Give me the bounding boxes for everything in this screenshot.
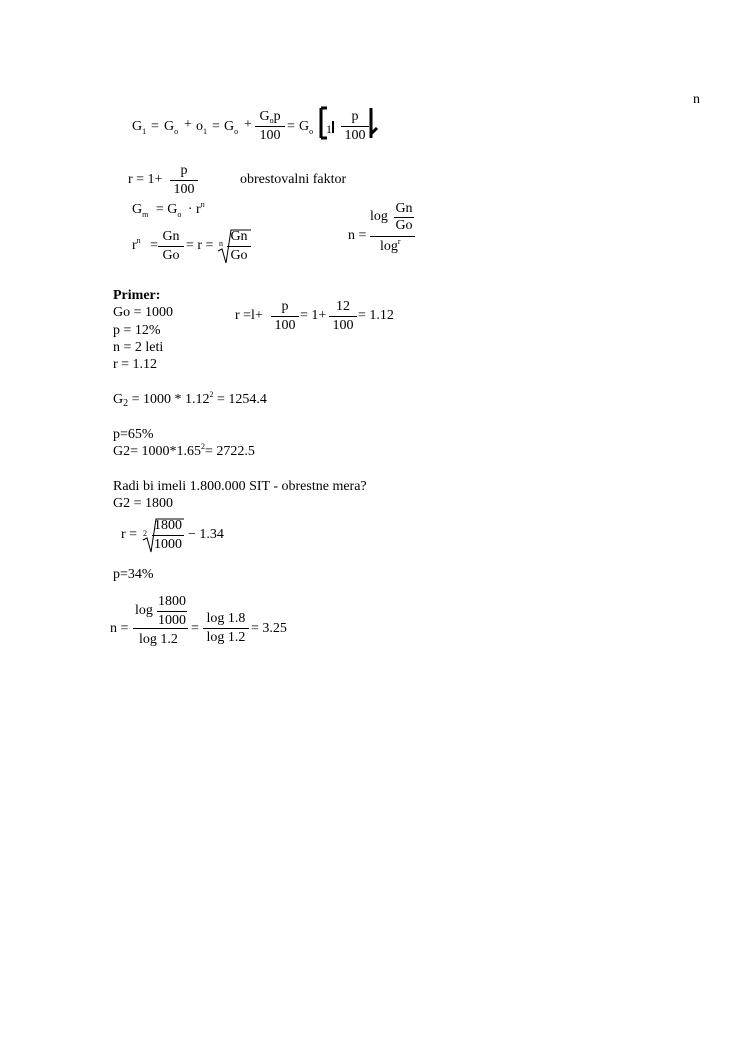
- primer-r-formula-mid: = 1+: [300, 308, 327, 323]
- go-symbol-3: G: [299, 119, 310, 134]
- o1-symbol: o: [196, 119, 203, 134]
- gop-fraction: $G_op$ 100: [255, 110, 285, 143]
- inner-bracket-glyph: [332, 120, 338, 134]
- root-index-n: n: [219, 239, 223, 248]
- primer-heading: Primer:: [113, 288, 161, 303]
- g2-65-calc: $G2= 1000*1.65^2= 2722.5$: [113, 442, 255, 459]
- obrestovalni-faktor-label: obrestovalni faktor: [240, 172, 347, 187]
- root-r-equals: r =: [121, 527, 138, 542]
- p-over-100-fraction-1: p 100: [341, 110, 369, 143]
- right-bracket-glyph: [367, 106, 379, 140]
- equals-3: =: [287, 119, 295, 134]
- primer-r: r = 1.12: [113, 357, 158, 372]
- r-definition-lhs: r = 1+: [128, 172, 163, 187]
- n-calc-fraction-2: log 1.8 log 1.2: [203, 612, 249, 645]
- p-over-100-fraction-2: p 100: [170, 164, 198, 197]
- primer-go: Go = 1000: [113, 305, 174, 320]
- plus-1: +: [184, 117, 192, 132]
- primer-p: p = 12%: [113, 323, 161, 338]
- n-equals-label: n =: [348, 228, 367, 243]
- n-calc-equals: n =: [110, 621, 129, 636]
- o1-subscript: 1: [203, 127, 207, 136]
- primer-r-formula-lhs: r =l+: [235, 308, 263, 323]
- n-calc-eq-mid: =: [191, 621, 199, 636]
- primer-12-over-100: 12 100: [329, 300, 357, 333]
- go-symbol-2: G: [224, 119, 235, 134]
- equals-2: =: [212, 119, 220, 134]
- root-index-2: 2: [143, 529, 147, 538]
- g2-1800-line: G2 = 1800: [113, 496, 174, 511]
- plus-2: +: [244, 117, 252, 132]
- equals-1: =: [151, 119, 159, 134]
- gm-formula: $G_m = G_o \cdot r^n$: [132, 200, 205, 219]
- n-calc-fraction-1: log 1800 1000 log 1.2: [135, 594, 186, 647]
- g2-calc: $G_2 = 1000 * 1.12^2 = 1254.4$: [113, 390, 267, 409]
- g1-subscript: 1: [142, 127, 147, 136]
- eq-r-eq: = r =: [186, 238, 214, 253]
- root-1800-over-1000: 1800 1000: [154, 518, 182, 552]
- primer-r-formula-result: = 1.12: [358, 308, 394, 323]
- one-in-bracket: 1: [326, 122, 332, 136]
- root-result: − 1.34: [188, 527, 224, 542]
- rn-lhs: $r^n$ =: [132, 236, 159, 253]
- radi-question: Radi bi imeli 1.800.000 SIT - obrestne mera?: [113, 479, 367, 494]
- primer-p-over-100: p 100: [271, 300, 299, 333]
- n-calc-result: = 3.25: [251, 621, 287, 636]
- gn-over-go-fraction-1: Gn Go: [158, 230, 184, 263]
- go-subscript-1: o: [174, 127, 179, 136]
- g1-symbol: G: [132, 119, 143, 134]
- corner-mark: n: [693, 92, 700, 107]
- gn-over-go-fraction-2: Gn Go: [227, 230, 251, 263]
- go-symbol-1: G: [164, 119, 175, 134]
- p65-line: p=65%: [113, 427, 154, 442]
- primer-n: n = 2 leti: [113, 340, 164, 355]
- go-subscript-2: o: [234, 127, 239, 136]
- go-subscript-3: o: [309, 127, 314, 136]
- p34-line: p=34%: [113, 567, 154, 582]
